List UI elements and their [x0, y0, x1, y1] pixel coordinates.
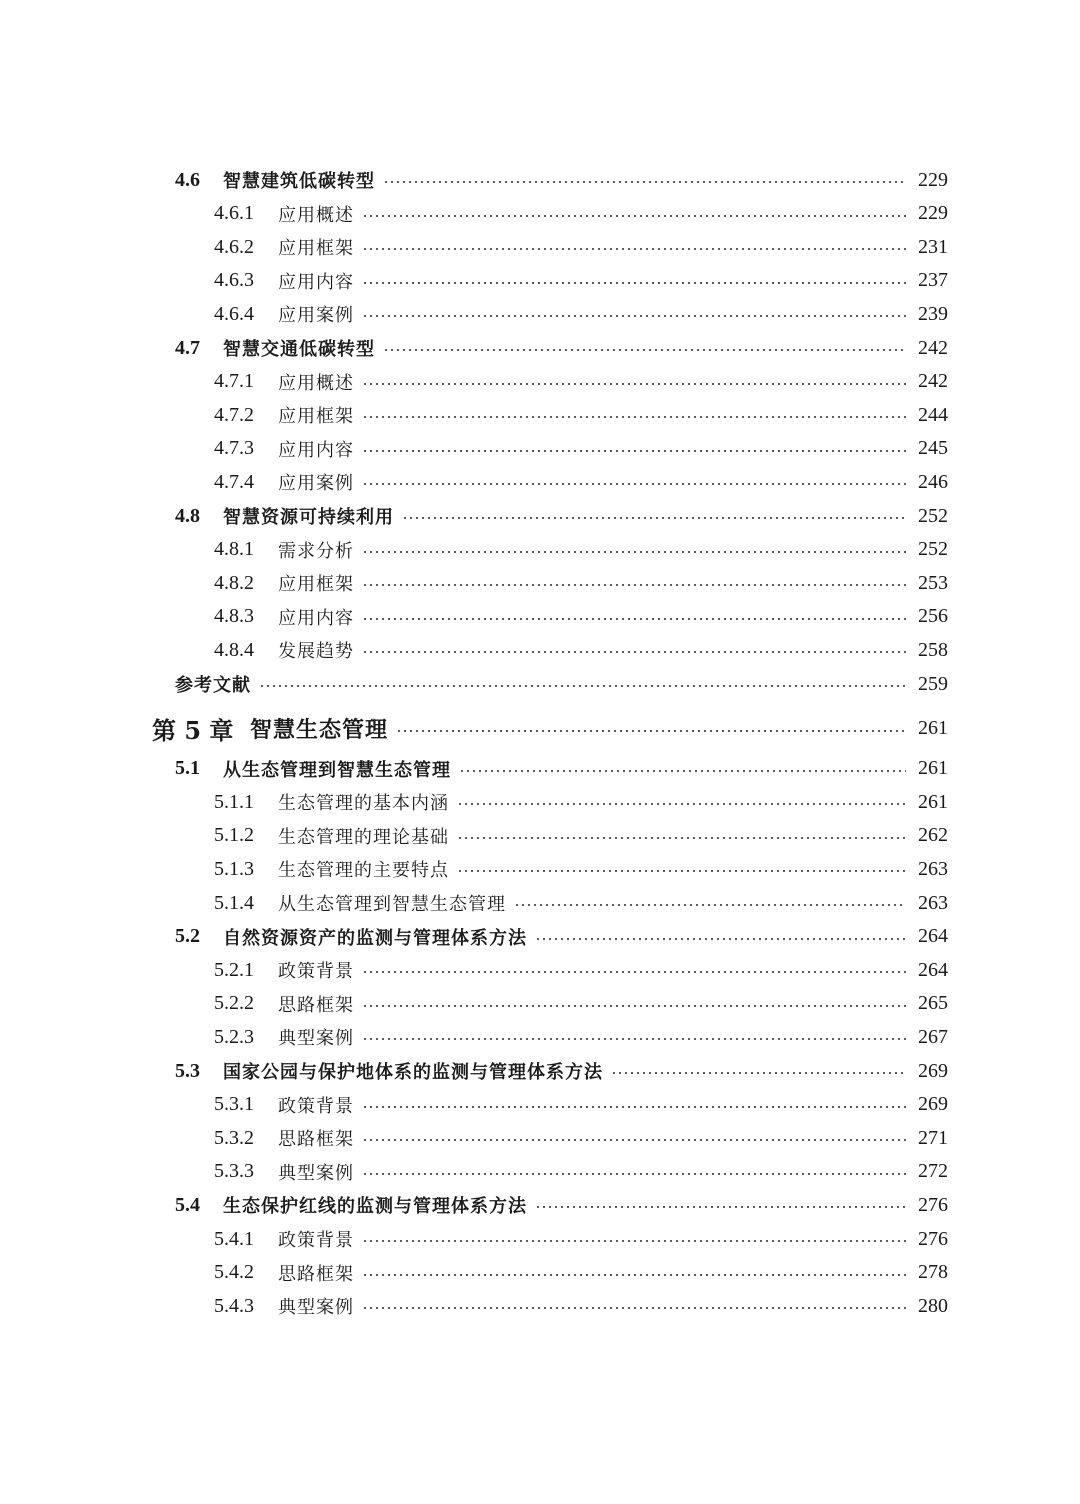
toc-entry-title: 应用概述	[278, 204, 354, 226]
dot-leader	[362, 1139, 906, 1141]
dot-leader	[362, 483, 906, 485]
dot-leader	[362, 584, 906, 586]
toc-entry-page-number: 245	[918, 437, 948, 460]
toc-entry-page-number: 265	[918, 992, 948, 1015]
toc-entry-subsection	[214, 1090, 948, 1120]
toc-entry-number: 4.8.2	[214, 571, 254, 594]
toc-entry-title: 政策背景	[278, 961, 354, 983]
toc-entry-page-number: 237	[918, 269, 948, 292]
dot-leader	[362, 1240, 906, 1242]
toc-entry-section	[175, 754, 948, 784]
toc-entry-number: 5.1.1	[214, 790, 254, 813]
toc-entry-number: 4.8.3	[214, 605, 254, 628]
toc-entry-subsection	[214, 602, 948, 632]
dot-leader	[459, 770, 906, 772]
toc-entry-title: 发展趋势	[278, 641, 354, 663]
toc-entry-title: 典型案例	[278, 1162, 354, 1184]
toc-entry-section	[175, 165, 948, 195]
toc-entry-number: 5.3.1	[214, 1093, 254, 1116]
toc-entry-title: 典型案例	[278, 1297, 354, 1319]
toc-entry-number: 5.4.3	[214, 1294, 254, 1317]
toc-entry-title: 智慧生态管理	[250, 718, 389, 744]
toc-entry-subsection	[214, 400, 948, 430]
toc-entry-number: 5.2	[175, 925, 200, 948]
toc-entry-page-number: 264	[918, 958, 948, 981]
dot-leader	[514, 904, 906, 906]
toc-entry-title: 应用内容	[278, 607, 354, 629]
toc-entry-page-number: 267	[918, 1025, 948, 1048]
toc-entry-title: 应用案例	[278, 473, 354, 495]
toc-entry-number: 5.3.3	[214, 1160, 254, 1183]
toc-entry-page-number: 256	[918, 605, 948, 628]
toc-entry-page-number: 263	[918, 857, 948, 880]
toc-entry-subsection	[214, 635, 948, 665]
toc-entry-subsection	[214, 266, 948, 296]
dot-leader	[362, 248, 906, 250]
dot-leader	[362, 282, 906, 284]
toc-entry-subsection	[214, 367, 948, 397]
toc-entry-page-number: 263	[918, 891, 948, 914]
toc-entry-title: 应用内容	[278, 439, 354, 461]
toc-entry-number: 4.8	[175, 504, 200, 527]
toc-entry-section	[175, 1056, 948, 1086]
toc-entry-page-number: 239	[918, 302, 948, 325]
toc-entry-title: 思路框架	[278, 994, 354, 1016]
toc-entry-subsection	[214, 535, 948, 565]
dot-leader	[362, 383, 906, 385]
dot-leader	[383, 349, 906, 351]
dot-leader	[535, 1206, 906, 1208]
toc-entry-section	[175, 1190, 948, 1220]
toc-entry-title: 参考文献	[175, 675, 251, 696]
toc-entry-subsection	[214, 199, 948, 229]
toc-entry-title: 从生态管理到智慧生态管理	[278, 894, 506, 915]
toc-entry-page-number: 264	[918, 925, 948, 948]
dot-leader	[362, 551, 906, 553]
toc-entry-title: 国家公园与保护地体系的监测与管理体系方法	[223, 1062, 603, 1083]
dot-leader	[362, 1038, 906, 1040]
toc-entry-subsection	[214, 854, 948, 884]
toc-entry-number: 4.6	[175, 168, 200, 191]
toc-entry-title: 思路框架	[278, 1129, 354, 1151]
toc-entry-title: 应用案例	[278, 305, 354, 327]
toc-entry-page-number: 272	[918, 1160, 948, 1183]
toc-entry-section	[175, 333, 948, 363]
toc-entry-number: 5.1.3	[214, 857, 254, 880]
toc-entry-subsection	[214, 955, 948, 985]
toc-entry-page-number: 229	[918, 168, 948, 191]
dot-leader	[457, 837, 906, 839]
dot-leader	[396, 730, 906, 732]
toc-entry-title: 典型案例	[278, 1028, 354, 1050]
toc-entry-number: 4.7.4	[214, 470, 254, 493]
toc-entry-subsection	[214, 1291, 948, 1321]
dot-leader	[362, 215, 906, 217]
toc-entry-number: 4.6.3	[214, 269, 254, 292]
toc-entry-page-number: 261	[918, 717, 948, 740]
toc-entry-page-number: 244	[918, 403, 948, 426]
toc-entry-number: 4.7.2	[214, 403, 254, 426]
toc-entry-title: 生态保护红线的监测与管理体系方法	[223, 1196, 527, 1218]
toc-entry-number: 5.3	[175, 1059, 200, 1082]
toc-entry-page-number: 278	[918, 1261, 948, 1284]
toc-entry-title: 政策背景	[278, 1230, 354, 1251]
toc-entry-number: 5.1	[175, 757, 200, 780]
toc-entry-page-number: 280	[918, 1294, 948, 1317]
toc-entry-title: 应用概述	[278, 372, 354, 394]
toc-entry-number: 5.1.4	[214, 891, 254, 914]
toc-entry-page-number: 242	[918, 336, 948, 359]
toc-entry-subsection	[214, 1224, 948, 1254]
toc-entry-title: 应用框架	[278, 238, 354, 260]
toc-entry-title: 思路框架	[278, 1263, 354, 1285]
toc-entry-number: 4.6.1	[214, 202, 254, 225]
toc-entry-page-number: 262	[918, 824, 948, 847]
dot-leader	[362, 416, 906, 418]
toc-entry-subsection	[214, 787, 948, 817]
toc-entry-page-number: 276	[918, 1193, 948, 1216]
toc-entry-subsection	[214, 821, 948, 851]
toc-entry-page-number: 261	[918, 757, 948, 780]
dot-leader	[535, 938, 906, 940]
toc-entry-number: 第 5 章	[152, 716, 234, 746]
toc-entry-page-number: 276	[918, 1227, 948, 1250]
toc-entry-title: 需求分析	[278, 540, 354, 562]
dot-leader	[402, 517, 906, 519]
toc-entry-chapter	[152, 709, 948, 749]
toc-entry-subsection	[214, 1157, 948, 1187]
toc-entry-section	[175, 922, 948, 952]
dot-leader	[457, 870, 906, 872]
toc-entry-subsection	[214, 467, 948, 497]
toc-entry-number: 4.6.2	[214, 235, 254, 258]
toc-entry-number: 5.4.2	[214, 1261, 254, 1284]
dot-leader	[362, 1106, 906, 1108]
dot-leader	[362, 618, 906, 620]
toc-entry-title: 应用框架	[278, 574, 354, 596]
toc-entry-number: 4.6.4	[214, 302, 254, 325]
toc-entry-page-number: 258	[918, 638, 948, 661]
toc-entry-title: 生态管理的主要特点	[278, 860, 449, 882]
toc-entry-page-number: 269	[918, 1059, 948, 1082]
toc-entry-title: 智慧建筑低碳转型	[223, 171, 375, 192]
toc-entry-number: 4.8.4	[214, 638, 254, 661]
toc-entry-subsection	[214, 989, 948, 1019]
toc-entry-subsection	[214, 568, 948, 598]
dot-leader	[362, 450, 906, 452]
toc-entry-title: 从生态管理到智慧生态管理	[223, 759, 451, 781]
toc-entry-number: 5.2.2	[214, 992, 254, 1015]
toc-entry-page-number: 231	[918, 235, 948, 258]
dot-leader	[362, 1307, 906, 1309]
dot-leader	[611, 1072, 906, 1074]
toc-entry-subsection	[214, 299, 948, 329]
toc-entry-number: 5.1.2	[214, 824, 254, 847]
toc-entry-subsection	[214, 1022, 948, 1052]
toc-entry-subsection	[214, 232, 948, 262]
dot-leader	[383, 181, 906, 183]
toc-entry-title: 应用框架	[278, 406, 354, 428]
toc-entry-refs	[175, 669, 948, 699]
toc-entry-page-number: 271	[918, 1126, 948, 1149]
dot-leader	[362, 1005, 906, 1007]
toc-entry-page-number: 242	[918, 370, 948, 393]
toc-entry-page-number: 269	[918, 1093, 948, 1116]
toc-entry-page-number: 246	[918, 470, 948, 493]
toc-entry-number: 4.8.1	[214, 538, 254, 561]
toc-entry-number: 5.2.3	[214, 1025, 254, 1048]
dot-leader	[362, 1173, 906, 1175]
toc-entry-page-number: 252	[918, 504, 948, 527]
toc-entry-number: 5.4.1	[214, 1227, 254, 1250]
toc-entry-page-number: 259	[918, 672, 948, 695]
dot-leader	[259, 685, 906, 687]
toc-entry-title: 政策背景	[278, 1095, 354, 1117]
dot-leader	[457, 803, 906, 805]
toc-entry-subsection	[214, 434, 948, 464]
toc-entry-page-number: 253	[918, 571, 948, 594]
toc-entry-title: 智慧交通低碳转型	[223, 339, 375, 360]
toc-entry-number: 4.7	[175, 336, 200, 359]
toc-entry-subsection	[214, 1258, 948, 1288]
toc-entry-section	[175, 501, 948, 531]
dot-leader	[362, 971, 906, 973]
toc-entry-number: 4.7.1	[214, 370, 254, 393]
dot-leader	[362, 315, 906, 317]
dot-leader	[362, 651, 906, 653]
toc-entry-page-number: 261	[918, 790, 948, 813]
toc-entry-number: 5.3.2	[214, 1126, 254, 1149]
toc-entry-subsection	[214, 888, 948, 918]
toc-entry-page-number: 252	[918, 538, 948, 561]
toc-entry-page-number: 229	[918, 202, 948, 225]
toc-entry-title: 自然资源资产的监测与管理体系方法	[223, 927, 527, 949]
toc-entry-title: 生态管理的基本内涵	[278, 793, 449, 815]
toc-entry-title: 应用内容	[278, 271, 354, 293]
dot-leader	[362, 1274, 906, 1276]
toc-entry-number: 5.2.1	[214, 958, 254, 981]
toc-entry-number: 4.7.3	[214, 437, 254, 460]
toc-entry-number: 5.4	[175, 1193, 200, 1216]
toc-entry-subsection	[214, 1123, 948, 1153]
toc-entry-title: 生态管理的理论基础	[278, 826, 449, 848]
toc-entry-title: 智慧资源可持续利用	[223, 507, 394, 528]
